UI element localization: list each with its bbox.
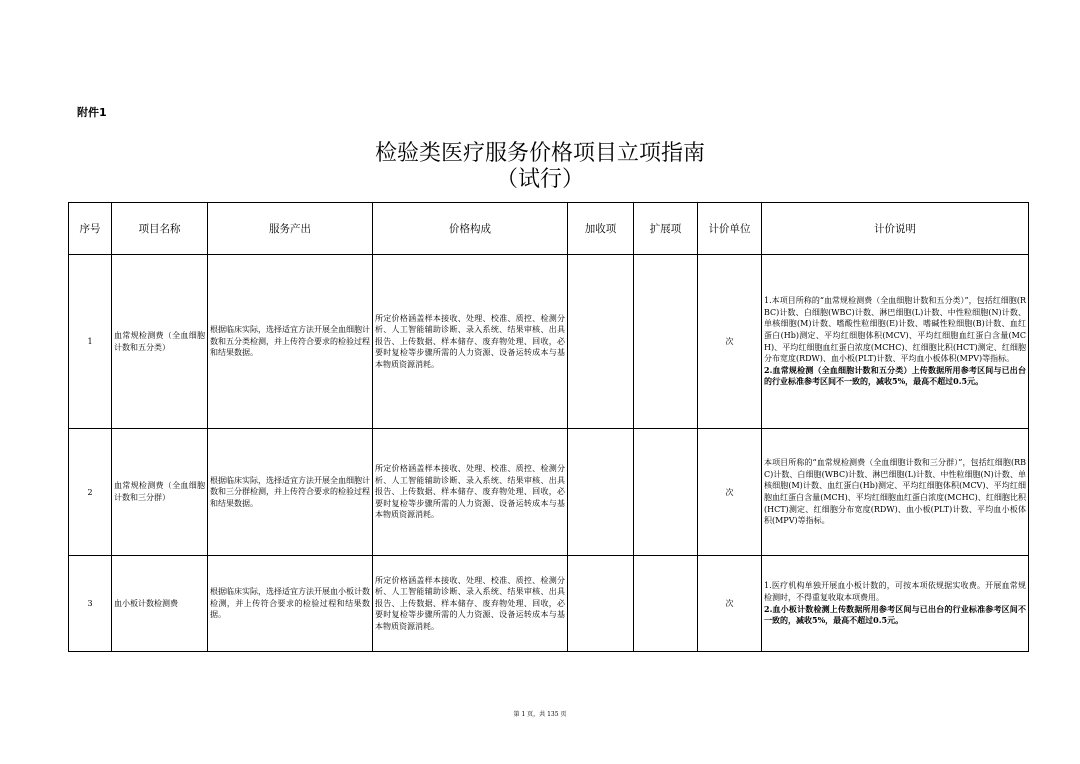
row-no: 1 [69,255,112,429]
row-name: 血小板计数检测费 [112,556,208,652]
row-unit: 次 [698,255,762,429]
row-surcharge [568,429,634,556]
note-bold-text: 2.血常规检测（全血细胞计数和五分类）上传数据所用参考区间与已出台的行业标准参考区间不一致的，减收5%，最高不超过0.5元。 [764,364,1026,387]
header-row [69,203,1029,255]
note-text: 本项目所称的“血常规检测费（全血细胞计数和三分群）”，包括红细胞(RBC)计数、白细胞(WBC)计数、淋巴细胞(L)计数、中性粒细胞(N)计数、单核细胞(M)计数、血红蛋白(Hb)测定、平均红细胞体积(MCV)、平均红细胞血红蛋白含量(MCH)、平均红细胞血红蛋白浓度(MCHC)、红细胞比积(HCT)测定、红细胞分布宽度(RDW)、血小板(PLT)计数、平均血小板体积(MPV)等指标。 [764,458,1026,526]
table-row [69,255,1029,429]
header-unit: 计价单位 [698,203,762,255]
row-output: 根据临床实际，选择适宜方法开展全血细胞计数和三分群检测，并上传符合要求的检验过程和结果数据。 [208,429,373,556]
row-unit: 次 [698,556,762,652]
note-text: 1.本项目所称的“血常规检测费（全血细胞计数和五分类）”，包括红细胞(RBC)计数、白细胞(WBC)计数、淋巴细胞(L)计数、中性粒细胞(N)计数、单核细胞(M)计数、嗜酸性粒细胞(E)计数、嗜碱性粒细胞(B)计数、血红蛋白(Hb)测定、平均红细胞体积(MCV)、平均红细胞血红蛋白含量(MCH)、平均红细胞血红蛋白浓度(MCHC)、红细胞比积(HCT)测定、红细胞分布宽度(RDW)、血小板(PLT)计数、平均血小板体积(MPV)等指标。 [764,296,1026,364]
header-price: 价格构成 [373,203,568,255]
table-row [69,556,1029,652]
row-price: 所定价格涵盖样本接收、处理、校准、质控、检测分析、人工智能辅助诊断、录入系统、结果审核、出具报告、上传数据、样本储存、废弃物处理、回收，必要时复检等步骤所需的人力资源、设备运转成本与基本物质资源消耗。 [373,429,568,556]
header-output: 服务产出 [208,203,373,255]
row-note [762,255,1029,429]
header-surcharge: 加收项 [568,203,634,255]
page-subtitle: （试行） [495,167,584,192]
header-note: 计价说明 [762,203,1029,255]
row-no: 2 [69,429,112,556]
table-row [69,429,1029,556]
header-no: 序号 [69,203,112,255]
row-surcharge [568,255,634,429]
row-output: 根据临床实际，选择适宜方法开展血小板计数检测，并上传符合要求的检验过程和结果数据。 [208,556,373,652]
pricing-table [68,202,1029,652]
attachment-label: 附件1 [77,106,107,119]
row-note [762,429,1029,556]
header-extension: 扩展项 [634,203,698,255]
note-text: 1.医疗机构单独开展血小板计数的，可按本项依规据实收费。开展血常规检测时，不得重复收取本项费用。 [764,581,1026,602]
row-output: 根据临床实际，选择适宜方法开展全血细胞计数和五分类检测，并上传符合要求的检验过程和结果数据。 [208,255,373,429]
page-footer: 第 1 页，共 135 页 [513,711,567,718]
row-unit: 次 [698,429,762,556]
page-title: 检验类医疗服务价格项目立项指南 [374,141,705,166]
row-price: 所定价格涵盖样本接收、处理、校准、质控、检测分析、人工智能辅助诊断、录入系统、结果审核、出具报告、上传数据、样本储存、废弃物处理、回收，必要时复检等步骤所需的人力资源、设备运转成本与基本物质资源消耗。 [373,255,568,429]
row-extension [634,556,698,652]
note-bold-text: 2.血小板计数检测上传数据所用参考区间与已出台的行业标准参考区间不一致的，减收5%，最高不超过0.5元。 [764,603,1026,626]
row-name: 血常规检测费（全血细胞计数和五分类） [112,255,208,429]
row-surcharge [568,556,634,652]
row-extension [634,429,698,556]
row-no: 3 [69,556,112,652]
row-extension [634,255,698,429]
row-price: 所定价格涵盖样本接收、处理、校准、质控、检测分析、人工智能辅助诊断、录入系统、结果审核、出具报告、上传数据、样本储存、废弃物处理、回收，必要时复检等步骤所需的人力资源、设备运转成本与基本物质资源消耗。 [373,556,568,652]
header-name: 项目名称 [112,203,208,255]
row-name: 血常规检测费（全血细胞计数和三分群） [112,429,208,556]
row-note [762,556,1029,652]
